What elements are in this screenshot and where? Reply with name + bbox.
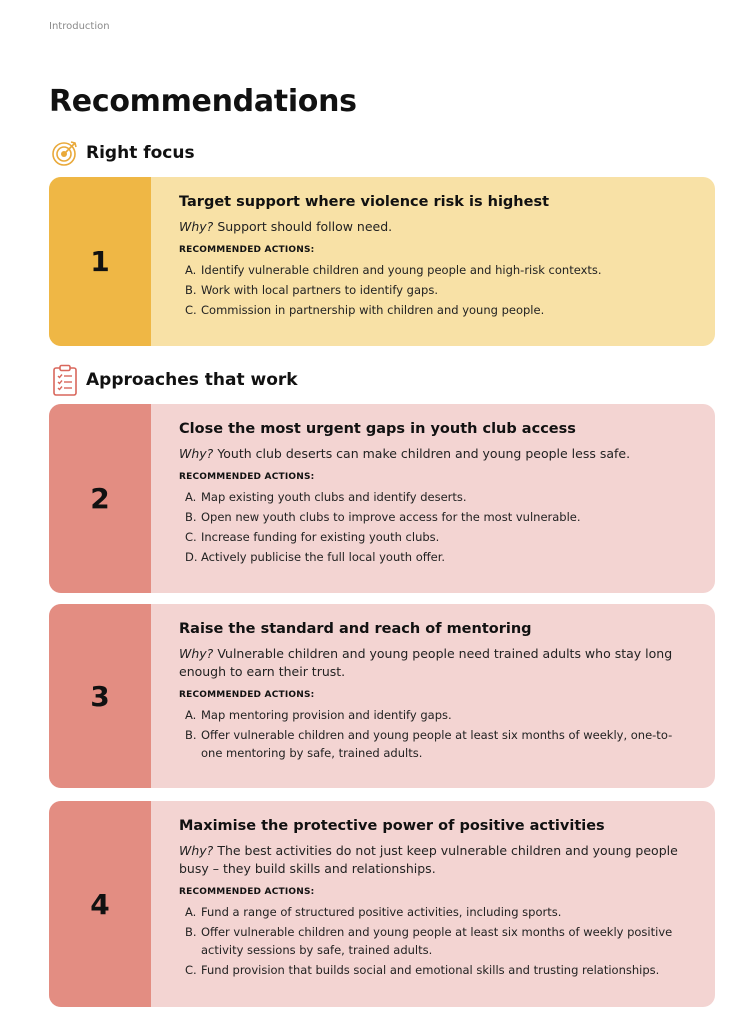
action-item — [179, 528, 685, 546]
section-heading-right-focus — [50, 138, 195, 168]
action-text: Fund a range of structured positive activities, including sports. — [201, 905, 562, 919]
actions-label: RECOMMENDED ACTIONS: — [179, 472, 315, 482]
card-number: 2 — [49, 404, 151, 593]
actions-list — [179, 706, 685, 762]
card-title: Target support where violence risk is highest — [179, 194, 550, 210]
card-number: 1 — [49, 177, 151, 346]
actions-label: RECOMMENDED ACTIONS: — [179, 690, 315, 700]
action-text: Map existing youth clubs and identify deserts. — [201, 490, 467, 504]
action-text: Fund provision that builds social and emotional skills and trusting relationships. — [201, 963, 660, 977]
why-label: Why? — [179, 646, 214, 661]
card-number: 4 — [49, 801, 151, 1007]
why-text: Vulnerable children and young people need trained adults who stay long enough to earn their trust. — [179, 646, 673, 679]
why-text: The best activities do not just keep vulnerable children and young people busy – they build skills and relationships. — [179, 843, 678, 876]
page-title: Recommendations — [49, 84, 357, 119]
why-label: Why? — [179, 219, 214, 234]
action-text: Actively publicise the full local youth offer. — [201, 550, 446, 564]
card-why — [179, 842, 685, 878]
section-heading-approaches — [50, 365, 298, 395]
action-item — [179, 923, 685, 959]
why-label: Why? — [179, 843, 214, 858]
action-item — [179, 726, 685, 762]
why-text: Support should follow need. — [217, 219, 393, 234]
actions-list — [179, 261, 685, 319]
action-item — [179, 301, 685, 319]
card-number: 3 — [49, 604, 151, 788]
card-why — [179, 445, 685, 463]
action-text: Work with local partners to identify gaps. — [201, 283, 438, 297]
card-why — [179, 645, 685, 681]
target-icon — [50, 138, 80, 168]
action-text: Map mentoring provision and identify gaps. — [201, 708, 452, 722]
action-item — [179, 706, 685, 724]
card-title: Close the most urgent gaps in youth club access — [179, 421, 576, 437]
action-item — [179, 261, 685, 279]
action-letter: A. — [185, 263, 197, 277]
action-item — [179, 548, 685, 566]
action-letter: B. — [185, 925, 197, 939]
action-text: Increase funding for existing youth clubs. — [201, 530, 440, 544]
why-text: Youth club deserts can make children and young people less safe. — [217, 446, 631, 461]
action-text: Commission in partnership with children and young people. — [201, 303, 545, 317]
why-label: Why? — [179, 446, 214, 461]
actions-list — [179, 488, 685, 566]
running-header: Introduction — [49, 21, 110, 32]
action-item — [179, 903, 685, 921]
action-letter: D. — [185, 550, 198, 564]
card-title: Raise the standard and reach of mentoring — [179, 621, 532, 637]
action-letter: A. — [185, 708, 197, 722]
actions-list — [179, 903, 685, 979]
actions-label: RECOMMENDED ACTIONS: — [179, 887, 315, 897]
section-heading-label: Right focus — [86, 143, 195, 163]
actions-label: RECOMMENDED ACTIONS: — [179, 245, 315, 255]
action-text: Open new youth clubs to improve access for the most vulnerable. — [201, 510, 581, 524]
recommendation-card-1 — [49, 177, 715, 346]
action-item — [179, 281, 685, 299]
recommendation-card-4 — [49, 801, 715, 1007]
action-item — [179, 488, 685, 506]
recommendation-card-2 — [49, 404, 715, 593]
action-letter: B. — [185, 283, 197, 297]
action-letter: A. — [185, 490, 197, 504]
action-item — [179, 508, 685, 526]
action-letter: C. — [185, 303, 197, 317]
action-item — [179, 961, 685, 979]
recommendation-card-3 — [49, 604, 715, 788]
action-letter: A. — [185, 905, 197, 919]
section-heading-label: Approaches that work — [86, 370, 298, 390]
action-text: Offer vulnerable children and young people at least six months of weekly, one-to-one mentoring by safe, trained adults. — [201, 728, 673, 760]
clipboard-checklist-icon — [50, 365, 80, 395]
action-letter: C. — [185, 963, 197, 977]
action-letter: C. — [185, 530, 197, 544]
action-text: Identify vulnerable children and young people and high-risk contexts. — [201, 263, 602, 277]
action-text: Offer vulnerable children and young people at least six months of weekly positive activity sessions by safe, trained adults. — [201, 925, 673, 957]
action-letter: B. — [185, 510, 197, 524]
card-why — [179, 218, 685, 236]
action-letter: B. — [185, 728, 197, 742]
card-title: Maximise the protective power of positive activities — [179, 818, 605, 834]
